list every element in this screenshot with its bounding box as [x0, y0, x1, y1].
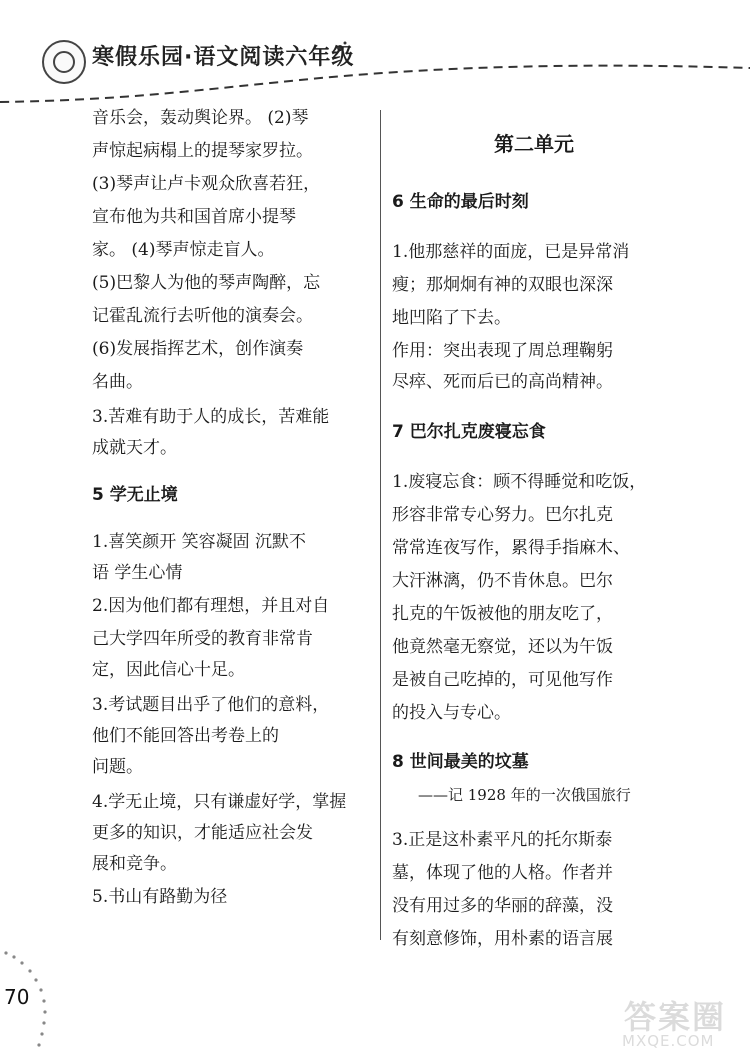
answer-line: 记霍乱流行去听他的演奏会。 [92, 306, 313, 326]
answer-line: 成就天才。 [92, 438, 177, 458]
answer-line: 没有用过多的华丽的辞藻，没 [392, 896, 613, 916]
answer-line: 瘦；那炯炯有神的双眼也深深 [392, 275, 613, 295]
answer-line: 3.正是这朴素平凡的托尔斯泰 [392, 830, 613, 850]
answer-line: 地凹陷了下去。 [392, 308, 511, 328]
answer-line: 音乐会，轰动舆论界。 (2)琴 [92, 108, 309, 128]
answer-line: 定，因此信心十足。 [92, 660, 245, 680]
answer-line: 尽瘁、死而后已的高尚精神。 [392, 372, 613, 392]
lesson-heading: 5 学无止境 [92, 485, 178, 505]
answer-line: 墓，体现了他的人格。作者并 [392, 863, 613, 883]
answer-line: 语 学生心情 [92, 563, 183, 583]
answer-line: (6)发展指挥艺术，创作演奏 [92, 339, 304, 359]
answer-line: 大汗淋漓，仍不肯休息。巴尔 [392, 571, 613, 591]
answer-line: 1.喜笑颜开 笑容凝固 沉默不 [92, 532, 307, 552]
answer-line: (3)琴声让卢卡观众欣喜若狂， [92, 174, 321, 194]
answer-line: 的投入与专心。 [392, 703, 511, 723]
answer-line: 扎克的午饭被他的朋友吃了， [392, 604, 613, 624]
answer-line: 4.学无止境，只有谦虚好学，掌握 [92, 792, 347, 812]
answer-line: 3.考试题目出乎了他们的意料， [92, 695, 330, 715]
watermark-logo [618, 990, 746, 1052]
answer-line: 宣布他为共和国首席小提琴 [92, 207, 296, 227]
sun-emblem-icon [42, 40, 86, 84]
answer-line: 问题。 [92, 757, 143, 777]
answer-line: 他竟然毫无察觉，还以为午饭 [392, 637, 613, 657]
answer-line: 家。 (4)琴声惊走盲人。 [92, 240, 275, 260]
answer-line: 3.苦难有助于人的成长，苦难能 [92, 407, 330, 427]
lesson-heading: 8 世间最美的坟墓 [392, 752, 529, 772]
book-title: 寒假乐园·语文阅读六年级 [92, 45, 355, 70]
column-divider [380, 110, 381, 940]
answer-line: 他们不能回答出考卷上的 [92, 726, 279, 746]
answer-line: 更多的知识，才能适应社会发 [92, 823, 313, 843]
answer-line: 名曲。 [92, 372, 143, 392]
unit-title: 第二单元 [494, 132, 574, 156]
answer-line: 己大学四年所受的教育非常肯 [92, 629, 313, 649]
lesson-subtitle: ——记 1928 年的一次俄国旅行 [418, 786, 631, 804]
watermark-top-text: 答案圈 [624, 998, 727, 1036]
answer-line: 1.废寝忘食：顾不得睡觉和吃饭， [392, 472, 647, 492]
answer-line: 是被自己吃掉的，可见他写作 [392, 670, 613, 690]
lesson-heading: 7 巴尔扎克废寝忘食 [392, 422, 546, 442]
answer-line: 1.他那慈祥的面庞，已是异常消 [392, 242, 630, 262]
answer-line: 有刻意修饰，用朴素的语言展 [392, 929, 613, 949]
answer-line: 形容非常专心努力。巴尔扎克 [392, 505, 613, 525]
answer-line: 2.因为他们都有理想，并且对自 [92, 596, 330, 616]
watermark-bottom-text: MXQE.COM [622, 1032, 715, 1050]
lesson-heading: 6 生命的最后时刻 [392, 192, 529, 212]
answer-line: 展和竞争。 [92, 854, 177, 874]
page-number: 70 [4, 985, 30, 1009]
page-header [0, 0, 750, 110]
answer-line: (5)巴黎人为他的琴声陶醉，忘 [92, 273, 321, 293]
answer-line: 5.书山有路勤为径 [92, 887, 228, 907]
answer-line: 常常连夜写作，累得手指麻木、 [392, 538, 630, 558]
answer-line: 作用：突出表现了周总理鞠躬 [392, 341, 613, 361]
answer-line: 声惊起病榻上的提琴家罗拉。 [92, 141, 313, 161]
